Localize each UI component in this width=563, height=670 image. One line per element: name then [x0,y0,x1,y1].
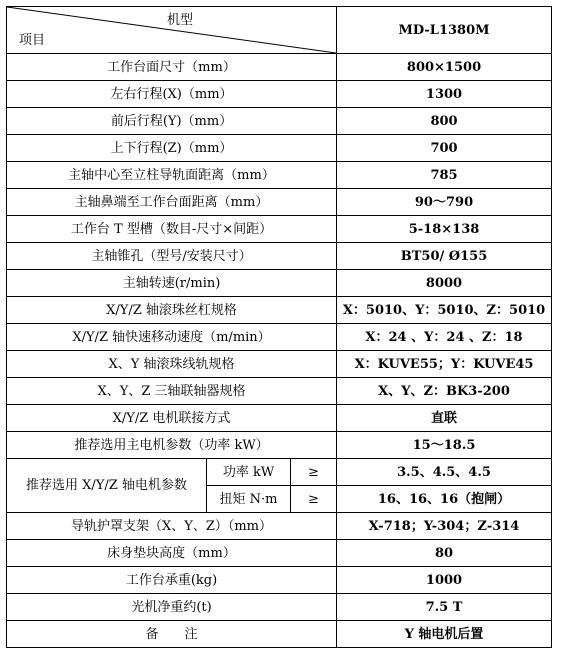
spec-row [7,162,552,189]
spec-row [7,108,552,135]
header-item-caption: 项目 [19,33,46,48]
spec-value: 7.5 T [337,594,552,621]
spec-value: BT50/ Ø155 [337,243,552,270]
spec-row [7,567,552,594]
spec-row [7,81,552,108]
motor-torque-value: 16、16、16（抱闸） [337,486,552,513]
spec-value: 1300 [337,81,552,108]
spec-label: 导轨护罩支架（X、Y、Z）（mm） [7,513,337,540]
spec-value: X：KUVE55；Y：KUVE45 [337,351,552,378]
spec-label: 前后行程(Y)（mm） [7,108,337,135]
motor-power-value: 3.5、4.5、4.5 [337,459,552,486]
spec-label: X、Y 轴滚珠线轨规格 [7,351,337,378]
header-row [7,7,552,54]
header-model-caption: 机型 [167,13,194,28]
spec-value: 80 [337,540,552,567]
spec-value: X-718；Y-304；Z-314 [337,513,552,540]
remark-row [7,621,552,648]
spec-label: X/Y/Z 轴滚珠丝杠规格 [7,297,337,324]
motor-power-symbol: ≥ [291,459,337,486]
spec-label: 工作台 T 型槽（数目-尺寸×间距） [7,216,337,243]
spec-label: X/Y/Z 轴快速移动速度（m/min） [7,324,337,351]
spec-value: X：24 、Y：24 、Z：18 [337,324,552,351]
spec-label: X、Y、Z 三轴联轴器规格 [7,378,337,405]
motor-power-label: 功率 kW [207,459,291,486]
spec-label: 主轴锥孔（型号/安装尺寸） [7,243,337,270]
spec-row [7,54,552,81]
spec-row [7,405,552,432]
spec-row [7,216,552,243]
spec-label: 工作台面尺寸（mm） [7,54,337,81]
remark-label: 备 注 [7,621,337,648]
spec-label: 光机净重约(t) [7,594,337,621]
spec-row [7,432,552,459]
spec-value: 800 [337,108,552,135]
spec-value: 8000 [337,270,552,297]
spec-label: X/Y/Z 电机联接方式 [7,405,337,432]
spec-row [7,270,552,297]
spec-label: 推荐选用主电机参数（功率 kW） [7,432,337,459]
spec-value: 直联 [337,405,552,432]
remark-value: Y 轴电机后置 [337,621,552,648]
spec-label: 左右行程(X)（mm） [7,81,337,108]
header-corner-cell [7,7,337,54]
spec-value: 90～790 [337,189,552,216]
spec-row [7,189,552,216]
spec-label: 主轴转速(r/min) [7,270,337,297]
spec-label: 工作台承重(kg) [7,567,337,594]
spec-value: 1000 [337,567,552,594]
spec-row [7,513,552,540]
spec-row [7,243,552,270]
spec-label: 主轴鼻端至工作台面距离（mm） [7,189,337,216]
spec-row [7,540,552,567]
spec-label: 上下行程(Z)（mm） [7,135,337,162]
spec-label: 主轴中心至立柱导轨面距离（mm） [7,162,337,189]
spec-row [7,297,552,324]
spec-value: 785 [337,162,552,189]
spec-value: 5-18×138 [337,216,552,243]
spec-value: X：5010、Y：5010、Z：5010 [337,297,552,324]
spec-value: 700 [337,135,552,162]
spec-table-body [7,7,552,648]
spec-row [7,378,552,405]
motor-power-row [7,459,552,486]
motor-params-label: 推荐选用 X/Y/Z 轴电机参数 [7,459,207,513]
spec-value: 800×1500 [337,54,552,81]
spec-value: 15～18.5 [337,432,552,459]
spec-table [6,6,552,648]
spec-row [7,324,552,351]
motor-torque-symbol: ≥ [291,486,337,513]
motor-torque-label: 扭矩 N·m [207,486,291,513]
spec-row [7,594,552,621]
spec-label: 床身垫块高度（mm） [7,540,337,567]
spec-row [7,351,552,378]
spec-row [7,135,552,162]
header-model-name: MD-L1380M [337,7,552,54]
spec-value: X、Y、Z：BK3-200 [337,378,552,405]
